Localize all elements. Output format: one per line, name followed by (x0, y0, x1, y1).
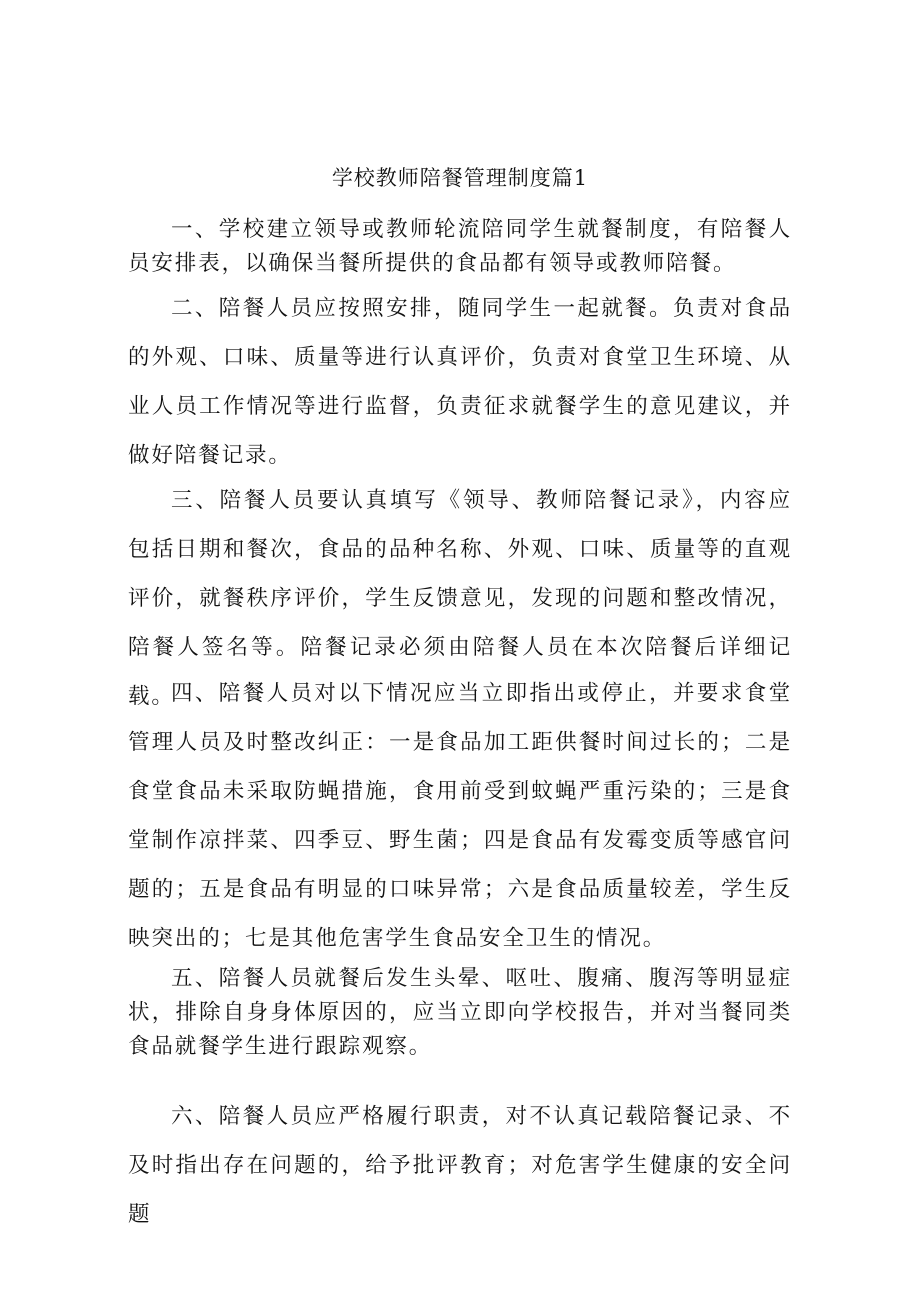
paragraph-4: 四、陪餐人员对以下情况应当立即指出或停止，并要求食堂管理人员及时整改纠正：一是食品加工距供餐时间过长的；二是食堂食品未采取防蝇措施，食用前受到蚊蝇严重污染的；三是食堂制作凉拌菜、四季豆、野生菌；四是食品有发霉变质等感官问题的；五是食品有明显的口味异常；六是食品质量较差，学生反映突出的；七是其他危害学生食品安全卫生的情况。 (128, 681, 792, 951)
paragraph-1: 一、学校建立领导或教师轮流陪同学生就餐制度，有陪餐人员安排表，以确保当餐所提供的食品都有领导或教师陪餐。 (128, 217, 792, 276)
paragraph-5: 五、陪餐人员就餐后发生头晕、呕吐、腹痛、腹泻等明显症状，排除自身身体原因的，应当立即向学校报告，并对当餐同类食品就餐学生进行跟踪观察。 (128, 966, 792, 1059)
paragraph-6: 六、陪餐人员应严格履行职责，对不认真记载陪餐记录、不及时指出存在问题的，给予批评教育；对危害学生健康的安全问题 (128, 1104, 792, 1227)
document-title: 学校教师陪餐管理制度篇1 (331, 166, 589, 190)
paragraph-3: 三、陪餐人员要认真填写《领导、教师陪餐记录》，内容应包括日期和餐次，食品的品种名称、外观、口味、质量等的直观评价，就餐秩序评价，学生反馈意见，发现的问题和整改情况，陪餐人签名等。陪餐记录必须由陪餐人员在本次陪餐后详细记载。 (128, 488, 792, 709)
paragraph-2: 二、陪餐人员应按照安排，随同学生一起就餐。负责对食品的外观、口味、质量等进行认真评价，负责对食堂卫生环境、从业人员工作情况等进行监督，负责征求就餐学生的意见建议，并做好陪餐记录。 (128, 296, 792, 468)
